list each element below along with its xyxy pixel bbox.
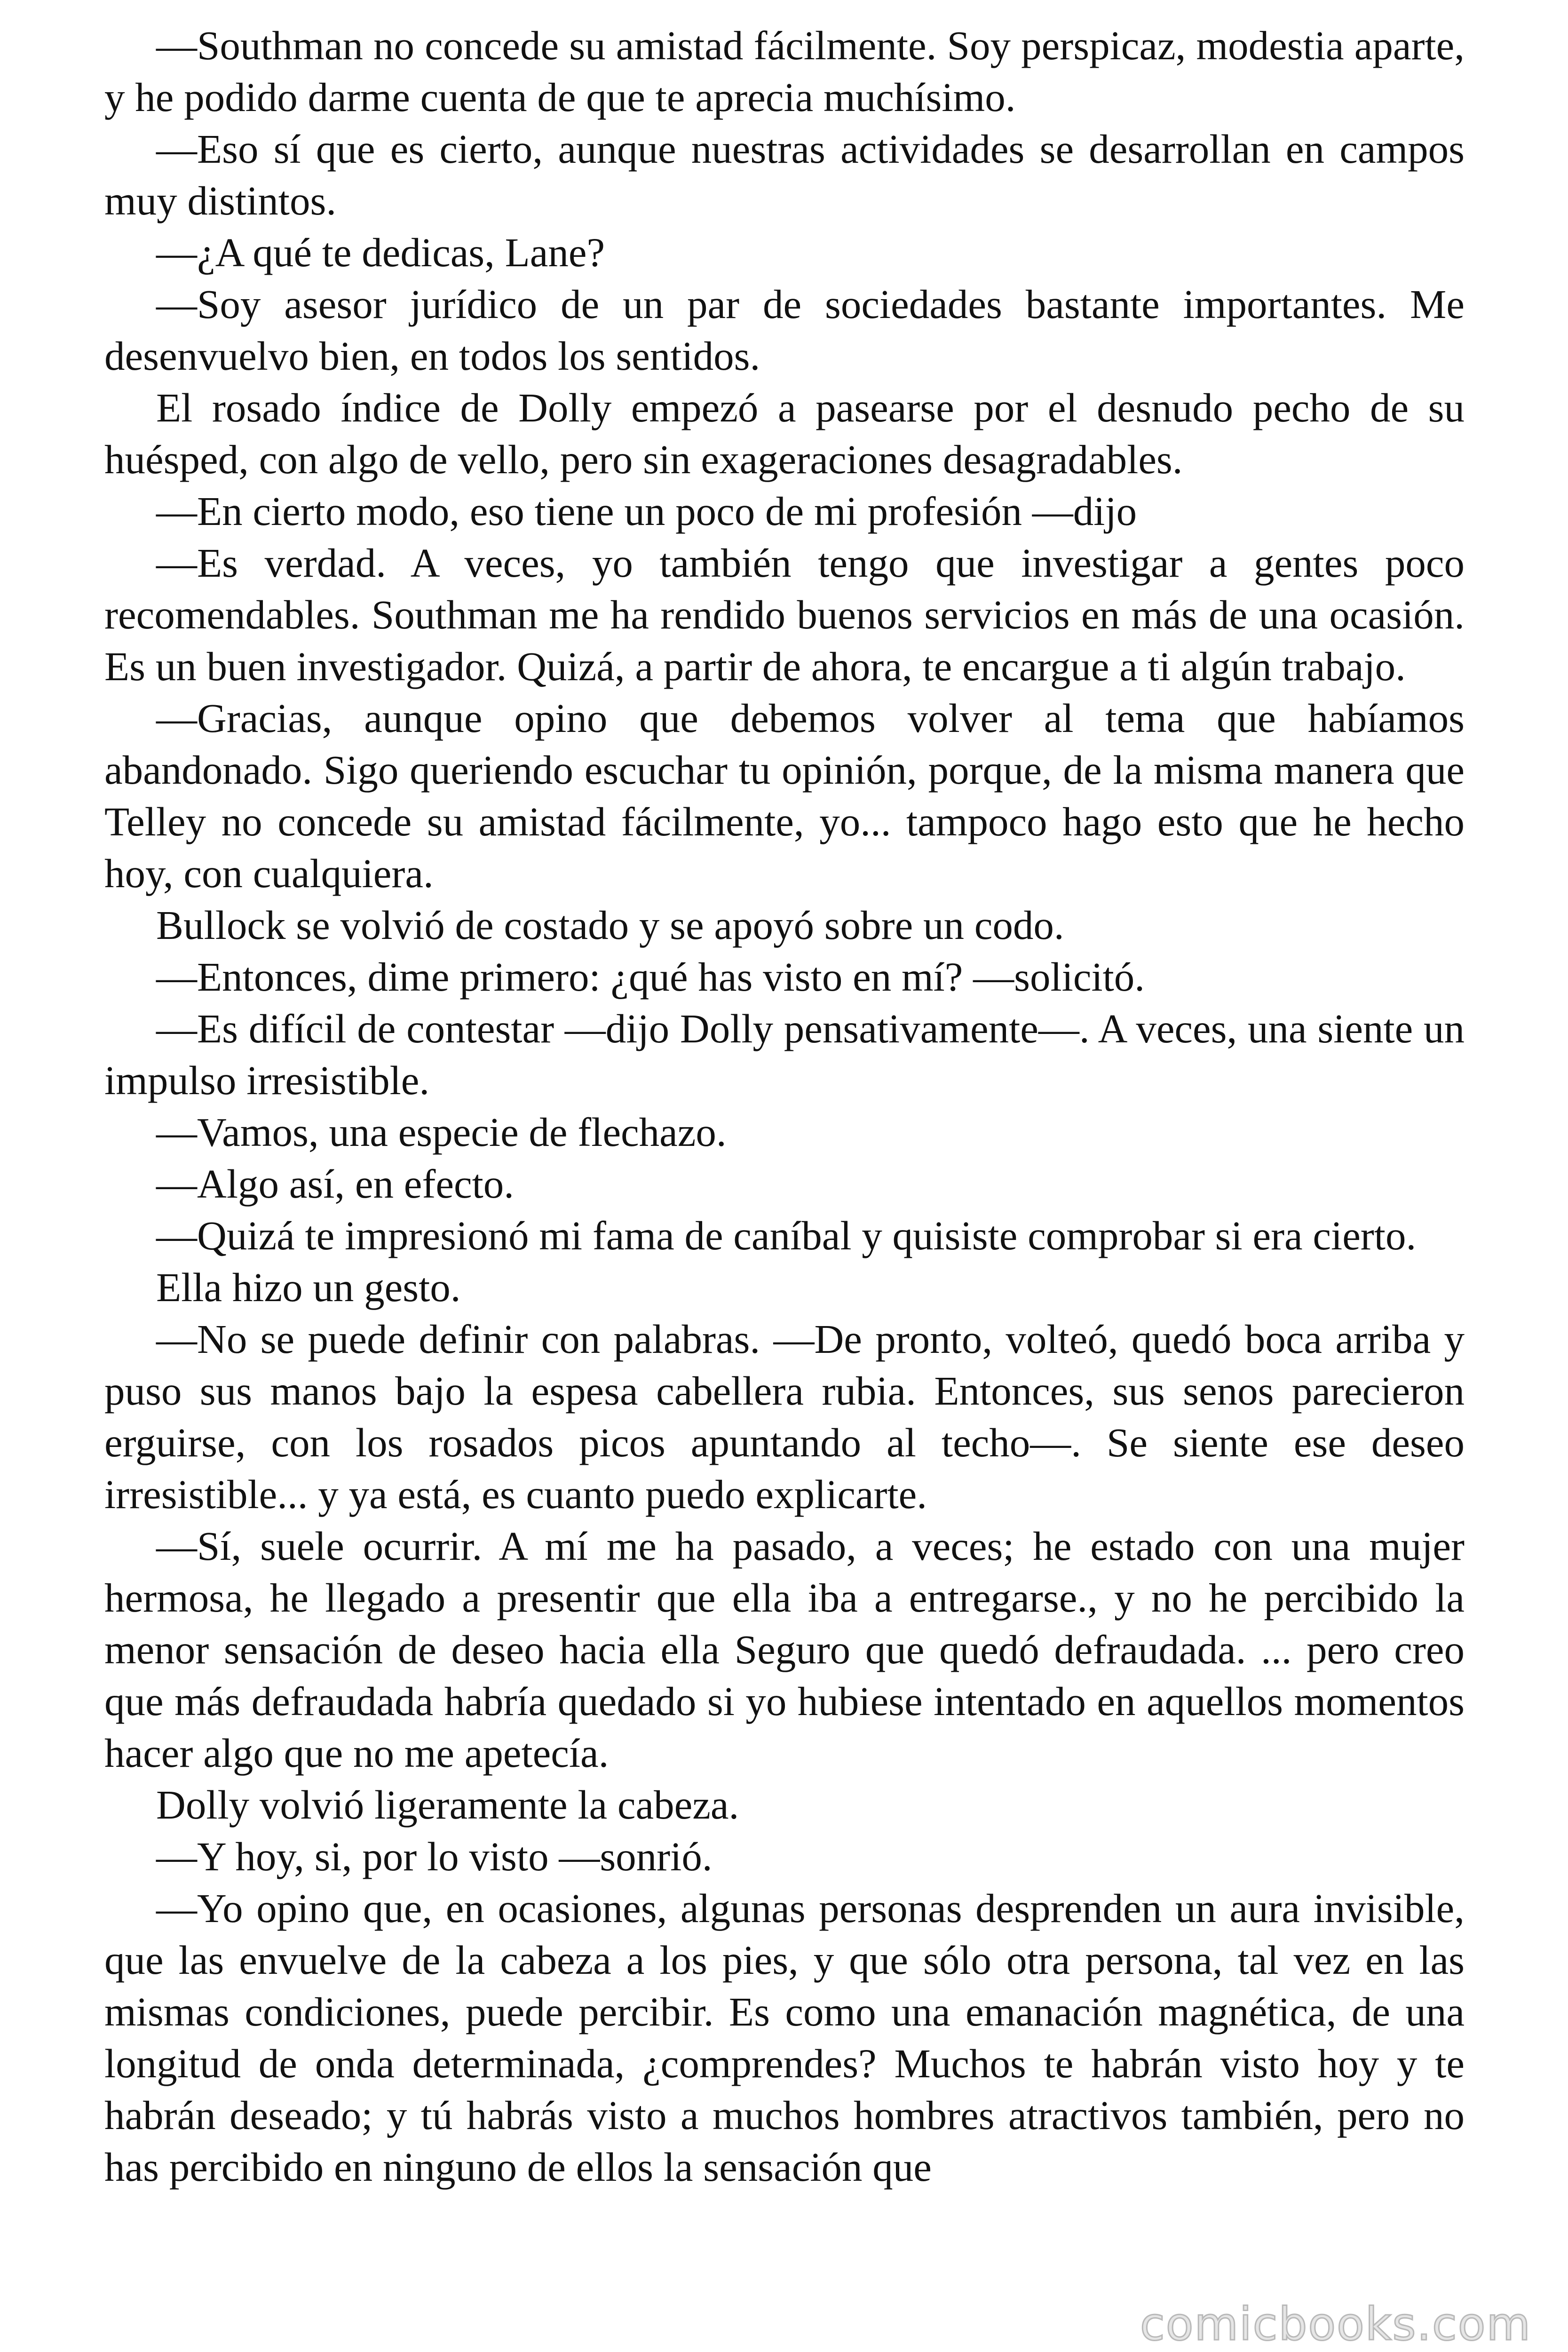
- paragraph: —Y hoy, si, por lo visto —sonrió.: [156, 1834, 713, 1879]
- paragraph: —Gracias, aunque opino que debemos volver al tema que habíamos abandonado. Sigo queriendo escuchar tu opinión, porque, de la misma manera que Telley no concede su amistad fácilmente, yo... tampoco hago esto que he hecho hoy, con cualquiera.: [104, 695, 1465, 896]
- paragraph: —¿A qué te dedicas, Lane?: [156, 230, 605, 275]
- paragraph: —Entonces, dime primero: ¿qué has visto en mí? —solicitó.: [156, 954, 1145, 1000]
- page-text: [104, 20, 1465, 2193]
- paragraph: —Sí, suele ocurrir. A mí me ha pasado, a veces; he estado con una mujer hermosa, he llegado a presentir que ella iba a entregarse., y no he percibido la menor sensación de deseo hacia ella Seguro que quedó defraudada. ... pero creo que más defraudada habría quedado si yo hubiese intentado en aquellos momentos hacer algo que no me apetecía.: [104, 1523, 1465, 1776]
- paragraph: —Yo opino que, en ocasiones, algunas personas desprenden un aura invisible, que las envuelve de la cabeza a los pies, y que sólo otra persona, tal vez en las mismas condiciones, puede percibir. Es como una emanación magnética, de una longitud de onda determinada, ¿comprendes? Muchos te habrán visto hoy y te habrán deseado; y tú habrás visto a muchos hombres atractivos también, pero no has percibido en ninguno de ellos la sensación que: [104, 1885, 1465, 2190]
- paragraph: —En cierto modo, eso tiene un poco de mi profesión —dijo: [156, 488, 1137, 534]
- paragraph: —Vamos, una especie de flechazo.: [156, 1109, 727, 1155]
- paragraph: Bullock se volvió de costado y se apoyó sobre un codo.: [156, 902, 1064, 948]
- paragraph: Dolly volvió ligeramente la cabeza.: [156, 1782, 739, 1828]
- watermark-logo: comicbooks.com: [1137, 2296, 1534, 2352]
- paragraph: —Southman no concede su amistad fácilmente. Soy perspicaz, modestia aparte, y he podido darme cuenta de que te aprecia muchísimo.: [104, 23, 1465, 120]
- paragraph: —Quizá te impresionó mi fama de caníbal y quisiste comprobar si era cierto.: [156, 1213, 1417, 1258]
- paragraph: —Eso sí que es cierto, aunque nuestras actividades se desarrollan en campos muy distintos.: [104, 126, 1465, 223]
- paragraph: —No se puede definir con palabras. —De pronto, volteó, quedó boca arriba y puso sus manos bajo la espesa cabellera rubia. Entonces, sus senos parecieron erguirse, con los rosados picos apuntando al techo—. Se siente ese deseo irresistible... y ya está, es cuanto puedo explicarte.: [104, 1316, 1465, 1517]
- paragraph: —Es verdad. A veces, yo también tengo que investigar a gentes poco recomendables. Southman me ha rendido buenos servicios en más de una ocasión. Es un buen investigador. Quizá, a partir de ahora, te encargue a ti algún trabajo.: [104, 540, 1465, 689]
- paragraph: —Soy asesor jurídico de un par de sociedades bastante importantes. Me desenvuelvo bien, en todos los sentidos.: [104, 281, 1465, 379]
- paragraph: El rosado índice de Dolly empezó a pasearse por el desnudo pecho de su huésped, con algo de vello, pero sin exageraciones desagradables.: [104, 385, 1465, 482]
- paragraph: —Es difícil de contestar —dijo Dolly pensativamente—. A veces, una siente un impulso irresistible.: [104, 1006, 1465, 1103]
- paragraph: —Algo así, en efecto.: [156, 1161, 514, 1207]
- paragraph: Ella hizo un gesto.: [156, 1264, 461, 1310]
